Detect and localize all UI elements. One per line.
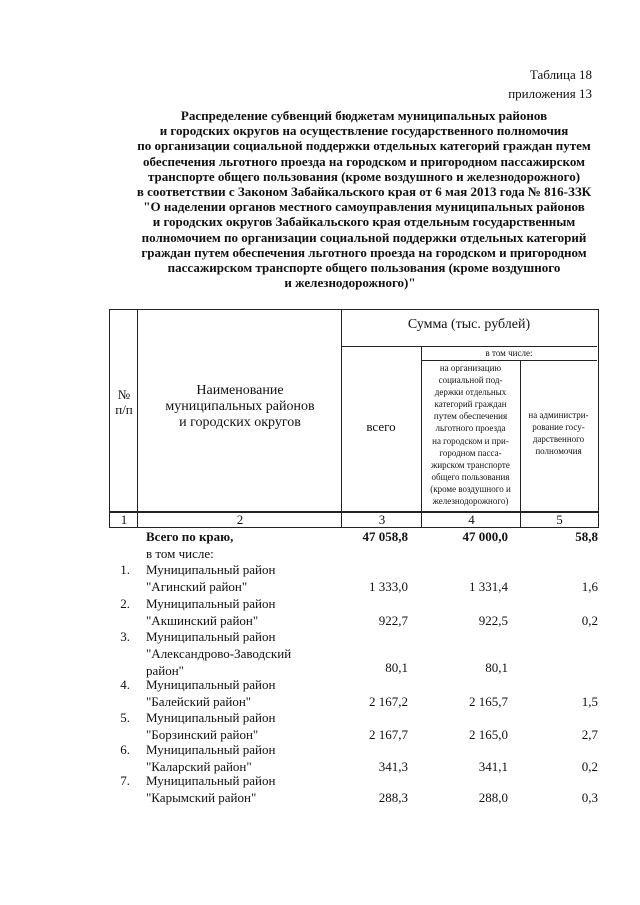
row-value-all: 2 167,7: [369, 727, 408, 742]
total-header: всего: [366, 419, 396, 434]
title-line: в соответствии с Законом Забайкальского края от 6 мая 2013 года № 816-ЗЗК: [136, 184, 592, 200]
title-line: и городских округов Забайкальского края отдельным государственным: [152, 214, 576, 230]
column-number: 3: [341, 512, 422, 528]
row-label-line1: Муниципальный район: [146, 773, 276, 788]
total-value-adm: 58,8: [575, 529, 598, 544]
row-value-org: 2 165,0: [469, 727, 508, 742]
row-value-org: 288,0: [478, 790, 508, 805]
row-label-line3: район": [146, 663, 184, 678]
title-line: пассажирском транспорте общего пользования (кроме воздушного: [167, 260, 561, 276]
title-line: полномочием по организации социальной поддержки отдельных категорий: [141, 229, 587, 245]
row-value-adm: 0,2: [581, 759, 598, 774]
table-row: [0, 562, 640, 596]
sum-header: Сумма (тыс. рублей): [407, 317, 531, 332]
total-row: [0, 529, 640, 545]
including-label: в том числе:: [146, 546, 214, 561]
divider: [137, 309, 138, 511]
row-number: 2.: [120, 596, 130, 611]
appendix-reference: приложения 13: [508, 86, 592, 101]
total-label: Всего по краю,: [146, 529, 234, 544]
table-row: [0, 677, 640, 711]
table-row: [0, 596, 640, 630]
title-line: граждан путем обеспечения льготного проезда на городском и пригородном: [141, 244, 587, 260]
row-label-line1: Муниципальный район: [146, 596, 276, 611]
table-row: [0, 742, 640, 776]
including-header: в том числе:: [485, 348, 533, 358]
row-value-adm: 2,7: [581, 727, 598, 742]
title-line: и городских округов на осуществление государственного полномочия: [159, 123, 569, 139]
row-label-line2: "Борзинский район": [146, 727, 259, 742]
column-number: 4: [421, 512, 521, 528]
column-number: 1: [109, 512, 138, 528]
row-label-line1: Муниципальный район: [146, 742, 276, 757]
including-row: [0, 546, 640, 562]
row-value-adm: 1,6: [581, 579, 598, 594]
row-value-all: 1 333,0: [369, 579, 408, 594]
row-number: 1.: [120, 562, 130, 577]
title-line: по организации социальной поддержки отдельных категорий граждан путем: [137, 138, 591, 154]
row-value-adm: 0,2: [581, 613, 598, 628]
table-row: [0, 773, 640, 807]
row-number: 5.: [120, 710, 130, 725]
row-value-org: 80,1: [485, 660, 508, 675]
divider: [421, 360, 597, 361]
title-line: транспорте общего пользования (кроме воздушного и железнодорожного): [147, 168, 581, 184]
row-value-adm: 1,5: [581, 694, 598, 709]
row-value-adm: 0,3: [581, 790, 598, 805]
document-title: [100, 108, 628, 290]
row-label-line1: Муниципальный район: [146, 562, 276, 577]
administration-header: на администри- рование госу- дарственного полномочия: [528, 410, 589, 457]
row-label-line2: "Балейский район": [146, 694, 252, 709]
title-line: "О наделении органов местного самоуправления муниципальных районов: [143, 199, 585, 215]
row-label-line2: "Карымский район": [146, 790, 257, 805]
column-number-row: [109, 512, 599, 526]
row-label-line2: "Агинский район": [146, 579, 248, 594]
row-label-line1: Муниципальный район: [146, 710, 276, 725]
row-number: 4.: [120, 677, 130, 692]
organization-header: на организацию социальной под- держки отдельных категорий граждан путем обеспечения льготного проезда на городском и при- городном пасса- жирском транспорте общего пользования (кроме воздушного и железнодорожного): [430, 363, 511, 507]
total-value-all: 47 058,8: [362, 529, 408, 544]
row-number: 3.: [120, 629, 130, 644]
row-value-all: 2 167,2: [369, 694, 408, 709]
row-value-all: 341,3: [378, 759, 408, 774]
row-value-org: 341,1: [478, 759, 508, 774]
table-header: [109, 309, 599, 512]
row-label-line2: "Акшинский район": [146, 613, 259, 628]
row-value-org: 922,5: [478, 613, 508, 628]
row-value-org: 1 331,4: [469, 579, 508, 594]
col-number-header: № п/п: [115, 387, 133, 417]
table-row: [0, 710, 640, 744]
row-value-org: 2 165,7: [469, 694, 508, 709]
row-number: 7.: [120, 773, 130, 788]
title-line: и железнодорожного)": [284, 275, 416, 291]
column-number: 2: [137, 512, 342, 528]
title-line: обеспечения льготного проезда на городском и пригородном пассажирском: [143, 153, 585, 169]
row-value-all: 80,1: [385, 660, 408, 675]
column-number: 5: [520, 512, 599, 528]
row-number: 6.: [120, 742, 130, 757]
row-label-line1: Муниципальный район: [146, 629, 276, 644]
title-line: Распределение субвенций бюджетам муниципальных районов: [180, 108, 548, 123]
table-reference: Таблица 18: [529, 67, 592, 82]
row-value-all: 922,7: [378, 613, 408, 628]
divider: [341, 309, 342, 511]
total-value-org: 47 000,0: [462, 529, 508, 544]
row-label-line2: "Александрово-Заводский: [146, 646, 292, 661]
row-label-line2: "Каларский район": [146, 759, 252, 774]
row-value-all: 288,3: [378, 790, 408, 805]
col-name-header: Наименование муниципальных районов и городских округов: [165, 383, 315, 430]
table-row: [0, 629, 640, 679]
row-label-line1: Муниципальный район: [146, 677, 276, 692]
